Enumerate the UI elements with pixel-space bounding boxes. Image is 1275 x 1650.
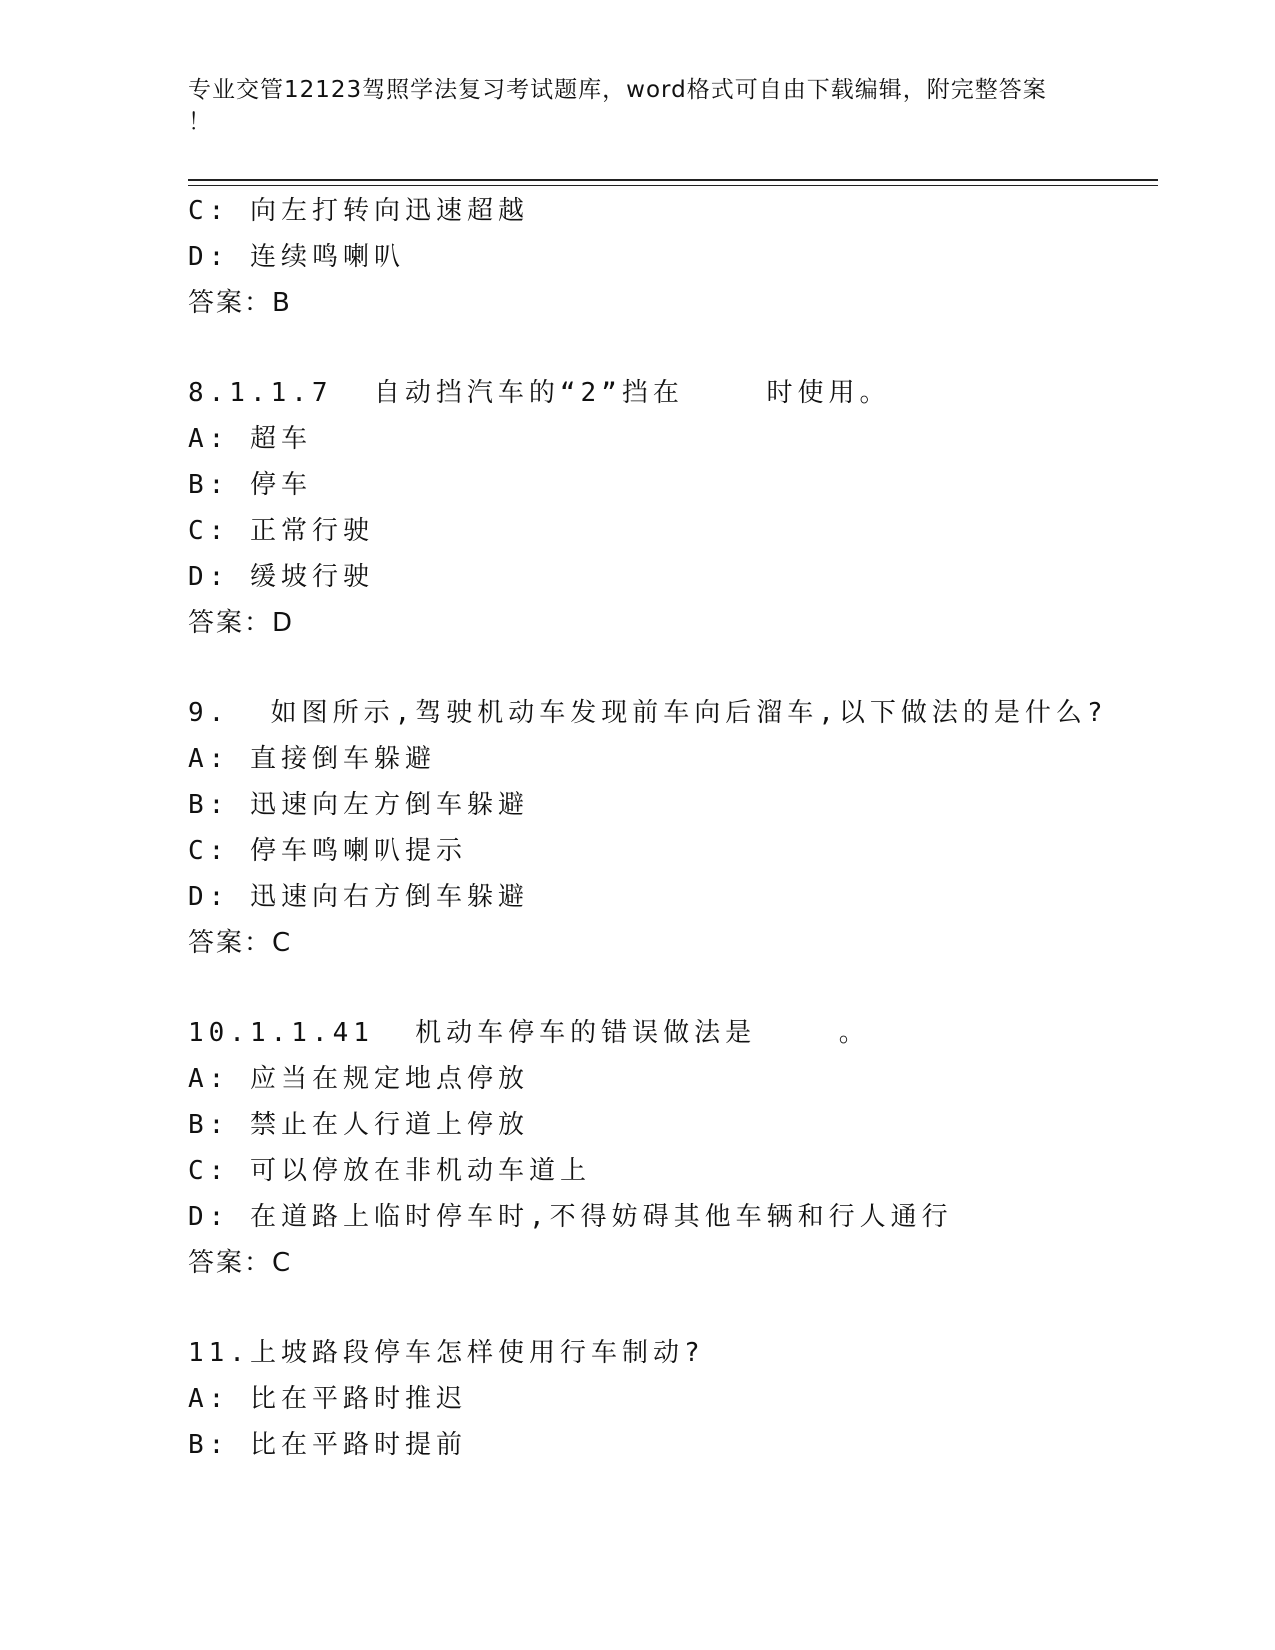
answer-label: 答案：B [188, 288, 292, 318]
header-rule-thick [188, 179, 1158, 181]
page-header [188, 74, 1088, 138]
option-a: A: 超车 [188, 424, 312, 454]
option-a: A: 比在平路时推迟 [188, 1384, 467, 1414]
option-c: C: 向左打转向迅速超越 [188, 196, 529, 226]
spacer [188, 966, 1188, 1010]
question-8 [188, 370, 1188, 646]
option-c: C: 正常行驶 [188, 516, 374, 546]
question-list [188, 188, 1188, 1468]
spacer [188, 326, 1188, 370]
header-title-continued: ！ [188, 109, 212, 135]
option-d: D: 迅速向右方倒车躲避 [188, 882, 529, 912]
option-a: A: 直接倒车躲避 [188, 744, 436, 774]
question-text: 9. 如图所示,驾驶机动车发现前车向后溜车,以下做法的是什么? [188, 698, 1108, 728]
option-a: A: 应当在规定地点停放 [188, 1064, 529, 1094]
answer-label: 答案：D [188, 608, 295, 638]
option-b: B: 迅速向左方倒车躲避 [188, 790, 529, 820]
question-7-tail [188, 188, 1188, 326]
option-c: C: 可以停放在非机动车道上 [188, 1156, 591, 1186]
question-11 [188, 1330, 1188, 1468]
option-b: B: 比在平路时提前 [188, 1430, 467, 1460]
question-text: 10.1.1.41 机动车停车的错误做法是 。 [188, 1018, 870, 1048]
option-b: B: 停车 [188, 470, 312, 500]
spacer [188, 646, 1188, 690]
option-d: D: 缓坡行驶 [188, 562, 374, 592]
question-9 [188, 690, 1188, 966]
question-text: 11.上坡路段停车怎样使用行车制动? [188, 1338, 705, 1368]
option-d: D: 连续鸣喇叭 [188, 242, 405, 272]
header-title: 专业交管12123驾照学法复习考试题库，word格式可自由下载编辑，附完整答案 [188, 77, 1047, 103]
question-10 [188, 1010, 1188, 1286]
option-d: D: 在道路上临时停车时,不得妨碍其他车辆和行人通行 [188, 1202, 953, 1232]
option-b: B: 禁止在人行道上停放 [188, 1110, 529, 1140]
header-rule-thin [188, 185, 1158, 186]
answer-label: 答案：C [188, 1248, 293, 1278]
question-text: 8.1.1.7 自动挡汽车的“2”挡在 时使用。 [188, 378, 891, 408]
spacer [188, 1286, 1188, 1330]
answer-label: 答案：C [188, 928, 293, 958]
option-c: C: 停车鸣喇叭提示 [188, 836, 467, 866]
